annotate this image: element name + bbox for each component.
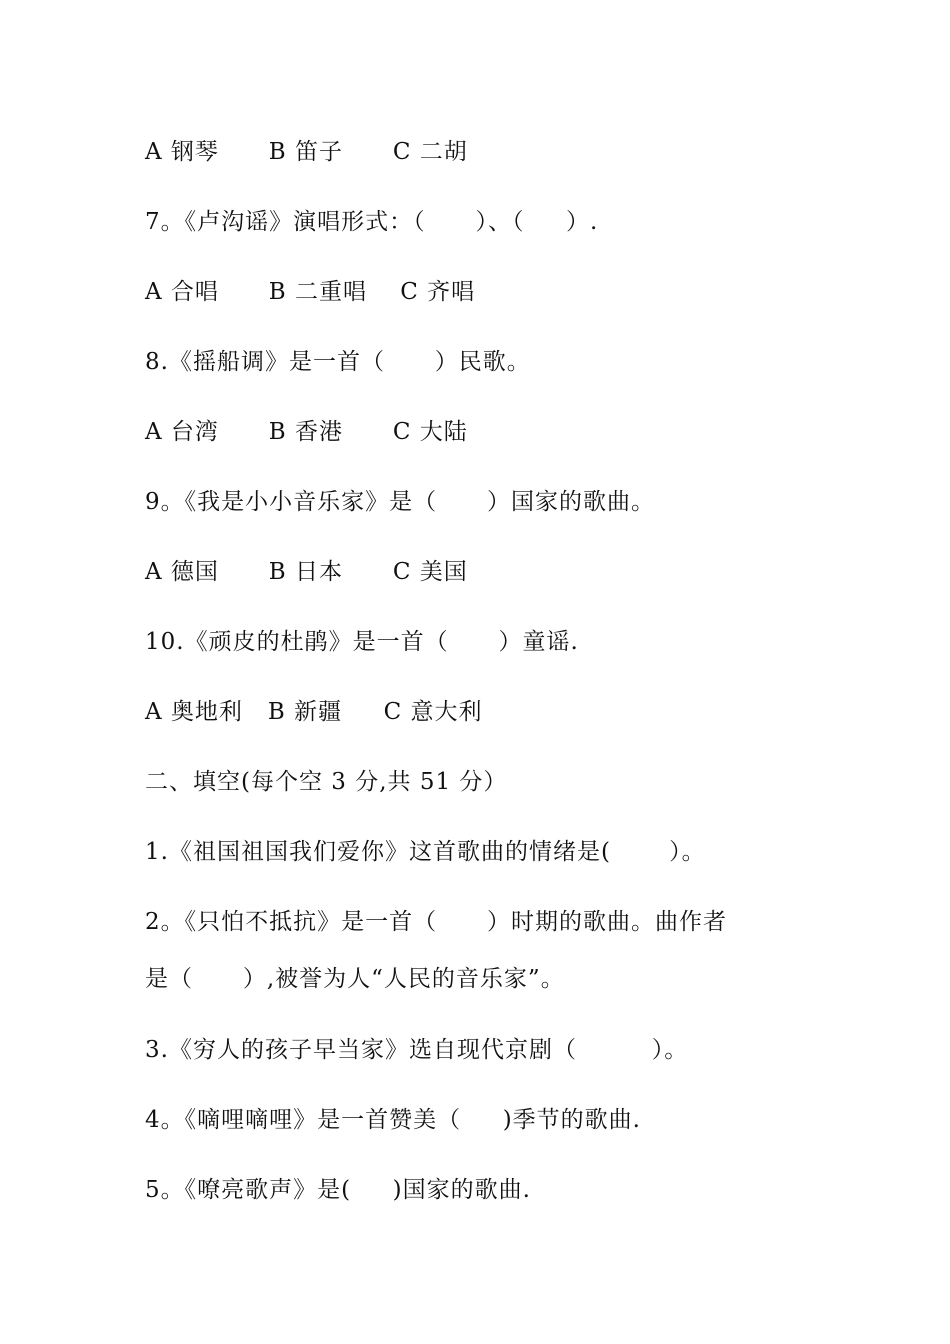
options-line-q9: A 德国 B 日本 C 美国 bbox=[145, 559, 468, 585]
options-line-q6: A 钢琴 B 笛子 C 二胡 bbox=[145, 139, 468, 165]
question-8: 8.《摇船调》是一首（ ）民歌。 bbox=[145, 349, 531, 375]
fill-question-4: 4。《嘀哩嘀哩》是一首赞美（ )季节的歌曲. bbox=[145, 1107, 641, 1133]
section-heading-fill-in: 二、填空(每个空 3 分,共 51 分） bbox=[145, 769, 508, 795]
fill-question-2-part-1: 2。《只怕不抵抗》是一首（ ）时期的歌曲。曲作者 bbox=[145, 909, 727, 935]
question-10: 10.《顽皮的杜鹃》是一首（ ）童谣. bbox=[145, 629, 579, 655]
question-7: 7。《卢沟谣》演唱形式：（ ）、（ ）. bbox=[145, 209, 599, 235]
fill-question-1: 1.《祖国祖国我们爱你》这首歌曲的情绪是( ）。 bbox=[145, 839, 706, 865]
options-line-q10: A 奥地利 B 新疆 C 意大利 bbox=[145, 699, 483, 725]
question-9: 9。《我是小小音乐家》是（ ）国家的歌曲。 bbox=[145, 489, 655, 515]
options-line-q7: A 合唱 B 二重唱 C 齐唱 bbox=[145, 279, 476, 305]
fill-question-3: 3.《穷人的孩子早当家》选自现代京剧（ ）。 bbox=[145, 1037, 689, 1063]
fill-question-5: 5。《嘹亮歌声》是( )国家的歌曲. bbox=[145, 1177, 531, 1203]
options-line-q8: A 台湾 B 香港 C 大陆 bbox=[145, 419, 468, 445]
fill-question-2-part-2: 是（ ）,被誉为人“人民的音乐家”。 bbox=[145, 966, 565, 992]
